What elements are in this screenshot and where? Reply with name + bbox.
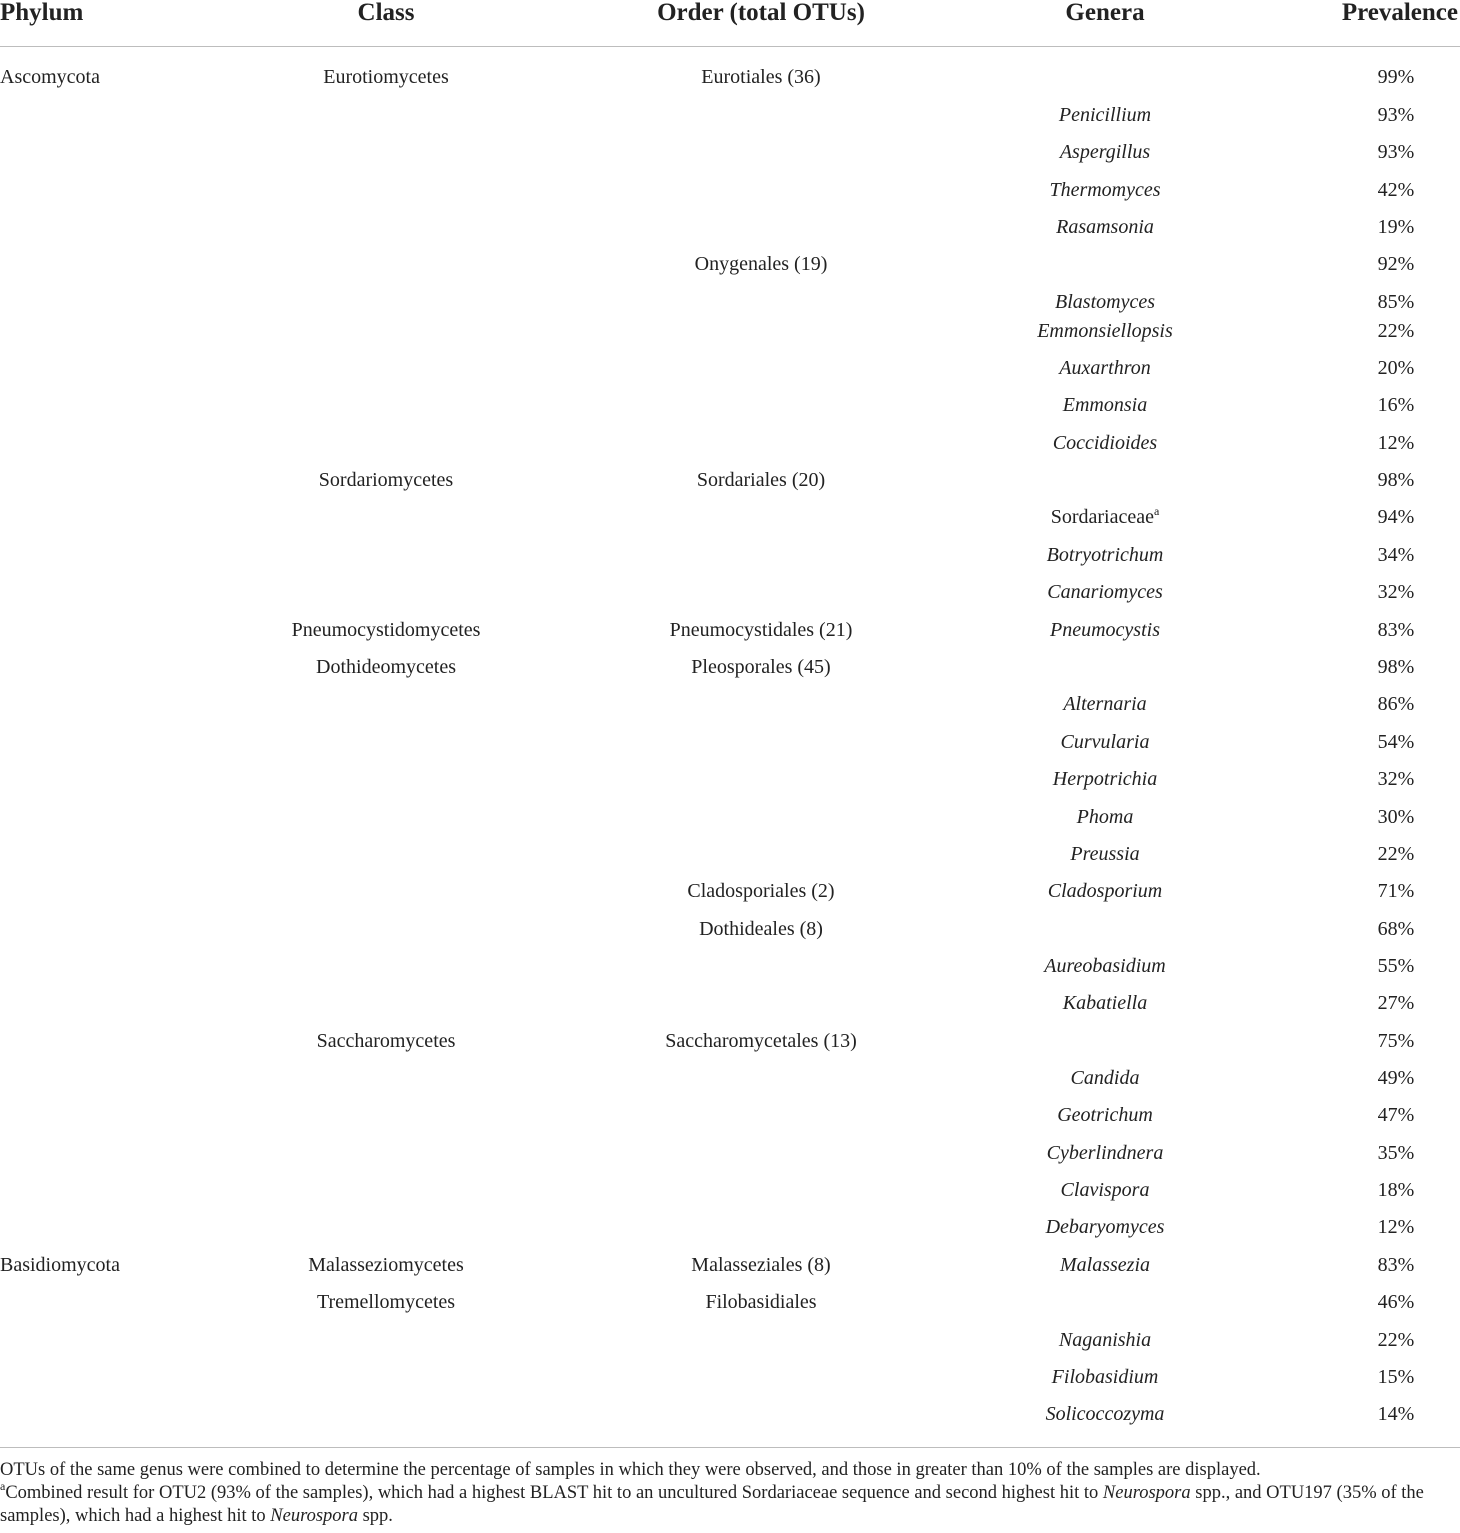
- cell-prevalence-text: 12%: [1377, 1216, 1415, 1238]
- cell-prevalence: [1378, 1029, 1415, 1053]
- header-phylum: Phylum: [0, 0, 84, 26]
- cell-genus: [1047, 543, 1164, 567]
- cell-order: [705, 1290, 816, 1314]
- footnote-a-text-1: Combined result for OTU2 (93% of the samples), which had a highest BLAST hit to an uncultured Sordariaceae sequence and second highest hit to: [5, 1483, 1103, 1503]
- cell-genus: [1060, 140, 1150, 164]
- cell-prevalence-text: 85%: [1377, 291, 1415, 313]
- cell-prevalence: [1378, 1066, 1415, 1090]
- cell-order-text: Filobasidiales: [705, 1291, 817, 1313]
- cell-prevalence: [1378, 1253, 1415, 1277]
- cell-prevalence: [1378, 103, 1415, 127]
- genus-footnote-marker: a: [1153, 504, 1160, 518]
- cell-prevalence: [1378, 1141, 1415, 1165]
- cell-prevalence: [1378, 618, 1415, 642]
- cell-prevalence: [1378, 1178, 1415, 1202]
- cell-class: [317, 1290, 455, 1314]
- cell-order-text: Onygenales (19): [694, 253, 828, 275]
- cell-order-text: Sordariales (20): [696, 469, 826, 491]
- cell-genus: [1059, 1328, 1151, 1352]
- cell-genus-text: Cyberlindnera: [1046, 1142, 1164, 1164]
- cell-prevalence-text: 14%: [1377, 1403, 1415, 1425]
- cell-class: [323, 65, 449, 89]
- cell-prevalence: [1378, 580, 1415, 604]
- cell-genus-text: Botryotrichum: [1046, 544, 1164, 566]
- cell-order-text: Eurotiales (36): [701, 66, 821, 88]
- cell-genus-text: Curvularia: [1060, 731, 1150, 753]
- cell-order: [697, 468, 825, 492]
- cell-genus: [1044, 954, 1165, 978]
- cell-prevalence-text: 30%: [1377, 806, 1415, 828]
- cell-genus-text: Naganishia: [1058, 1329, 1152, 1351]
- cell-prevalence-text: 18%: [1377, 1179, 1415, 1201]
- cell-genus-text: Coccidioides: [1052, 432, 1158, 454]
- header-class: Class: [357, 0, 415, 26]
- header-rule: [0, 46, 1460, 47]
- cell-genus: [1046, 1215, 1165, 1239]
- cell-genus: [1063, 393, 1147, 417]
- cell-order: [687, 879, 834, 903]
- cell-genus-text: Candida: [1070, 1067, 1140, 1089]
- cell-phylum: [0, 65, 100, 89]
- cell-genus: [1046, 1402, 1165, 1426]
- cell-order-text: Pneumocystidales (21): [669, 619, 853, 641]
- cell-prevalence: [1378, 65, 1415, 89]
- cell-order-text: Dothideales (8): [699, 918, 823, 940]
- cell-prevalence-text: 16%: [1377, 394, 1415, 416]
- cell-prevalence: [1378, 1215, 1415, 1239]
- cell-prevalence: [1378, 252, 1415, 276]
- cell-prevalence-text: 19%: [1377, 216, 1415, 238]
- cell-prevalence-text: 49%: [1377, 1067, 1415, 1089]
- cell-prevalence-text: 75%: [1377, 1030, 1415, 1052]
- cell-prevalence: [1378, 431, 1415, 455]
- cell-order-text: Cladosporiales (2): [687, 880, 835, 902]
- cell-order-text: Pleosporales (45): [691, 656, 831, 678]
- cell-prevalence: [1378, 290, 1415, 314]
- cell-order: [691, 1253, 830, 1277]
- cell-class: [308, 1253, 464, 1277]
- cell-genus: [1056, 215, 1154, 239]
- cell-genus-text: Sordariaceae: [1050, 506, 1154, 528]
- cell-genus: [1049, 178, 1160, 202]
- cell-genus-text: Phoma: [1076, 806, 1134, 828]
- cell-prevalence-text: 86%: [1377, 693, 1415, 715]
- cell-genus-text: Debaryomyces: [1045, 1216, 1165, 1238]
- cell-order-text: Saccharomycetales (13): [665, 1030, 857, 1052]
- cell-class-text: Eurotiomycetes: [323, 66, 449, 88]
- cell-prevalence-text: 68%: [1377, 918, 1415, 940]
- cell-genus-text: Canariomyces: [1047, 581, 1163, 603]
- footnote-a: [0, 1479, 1458, 1528]
- cell-prevalence-text: 71%: [1377, 880, 1415, 902]
- cell-genus-text: Thermomyces: [1049, 179, 1161, 201]
- cell-prevalence: [1378, 730, 1415, 754]
- cell-prevalence: [1378, 917, 1415, 941]
- cell-order: [665, 1029, 857, 1053]
- cell-genus-text: Aspergillus: [1059, 141, 1151, 163]
- cell-prevalence-text: 54%: [1377, 731, 1415, 753]
- cell-prevalence: [1378, 767, 1415, 791]
- cell-prevalence-text: 47%: [1377, 1104, 1415, 1126]
- cell-genus-text: Alternaria: [1063, 693, 1147, 715]
- footnote-a-marker: a: [0, 1479, 6, 1493]
- cell-prevalence: [1378, 1328, 1415, 1352]
- cell-genus-text: Auxarthron: [1059, 357, 1151, 379]
- cell-prevalence-text: 34%: [1377, 544, 1415, 566]
- cell-class: [319, 468, 453, 492]
- cell-prevalence: [1378, 842, 1415, 866]
- cell-genus: [1063, 692, 1146, 716]
- cell-class-text: Tremellomycetes: [316, 1291, 456, 1313]
- footer-rule: [0, 1447, 1460, 1448]
- cell-phylum: [0, 1253, 120, 1277]
- cell-prevalence-text: 22%: [1377, 320, 1415, 342]
- header-prevalence: Prevalence: [1341, 0, 1458, 26]
- cell-class-text: Sordariomycetes: [318, 469, 454, 491]
- cell-prevalence-text: 20%: [1377, 357, 1415, 379]
- cell-genus: [1077, 805, 1134, 829]
- cell-genus: [1053, 767, 1157, 791]
- cell-genus-text: Emmonsia: [1062, 394, 1148, 416]
- cell-phylum-text: Basidiomycota: [0, 1254, 120, 1276]
- cell-prevalence-text: 94%: [1377, 506, 1415, 528]
- cell-genus-text: Kabatiella: [1062, 992, 1148, 1014]
- cell-prevalence-text: 98%: [1377, 656, 1415, 678]
- cell-genus: [1060, 1253, 1150, 1277]
- footnote-a-text-2: spp., and OTU197 (35% of the samples), which had a highest hit to: [0, 1483, 1424, 1526]
- cell-prevalence-text: 92%: [1377, 253, 1415, 275]
- cell-genus: [1052, 1365, 1159, 1389]
- cell-genus: [1057, 1103, 1153, 1127]
- cell-genus-text: Geotrichum: [1057, 1104, 1153, 1126]
- cell-prevalence: [1378, 1365, 1415, 1389]
- cell-order: [695, 252, 828, 276]
- cell-class: [317, 1029, 456, 1053]
- cell-genus: [1050, 618, 1160, 642]
- cell-genus: [1061, 730, 1150, 754]
- cell-genus-text: Aureobasidium: [1044, 955, 1166, 977]
- footnote-a-genus-1: Neurospora: [1102, 1483, 1191, 1503]
- cell-genus-text: Blastomyces: [1055, 291, 1155, 313]
- header-order: Order (total OTUs): [657, 0, 865, 26]
- cell-genus-text: Herpotrichia: [1052, 768, 1158, 790]
- cell-phylum-text: Ascomycota: [0, 66, 100, 88]
- cell-order: [670, 618, 853, 642]
- cell-genus: [1055, 290, 1155, 314]
- cell-genus-text: Emmonsiellopsis: [1037, 320, 1173, 342]
- cell-prevalence-text: 93%: [1377, 104, 1415, 126]
- cell-genus-text: Preussia: [1070, 843, 1140, 865]
- cell-class-text: Dothideomycetes: [316, 656, 456, 678]
- cell-prevalence-text: 27%: [1377, 992, 1415, 1014]
- header-genera: Genera: [1065, 0, 1145, 26]
- cell-prevalence-text: 15%: [1377, 1366, 1415, 1388]
- cell-prevalence-text: 32%: [1377, 768, 1415, 790]
- cell-prevalence: [1378, 1402, 1415, 1426]
- cell-prevalence-text: 98%: [1377, 469, 1415, 491]
- cell-genus: [1051, 505, 1160, 529]
- cell-class: [316, 655, 456, 679]
- cell-prevalence: [1378, 178, 1415, 202]
- cell-class-text: Pneumocystidomycetes: [291, 619, 481, 641]
- cell-genus: [1047, 580, 1163, 604]
- cell-prevalence-text: 22%: [1377, 843, 1415, 865]
- cell-prevalence-text: 93%: [1377, 141, 1415, 163]
- cell-prevalence: [1378, 1290, 1415, 1314]
- cell-prevalence: [1378, 991, 1415, 1015]
- cell-prevalence-text: 99%: [1377, 66, 1415, 88]
- cell-prevalence: [1378, 356, 1415, 380]
- cell-genus-text: Rasamsonia: [1056, 216, 1154, 238]
- cell-prevalence-text: 83%: [1377, 619, 1415, 641]
- cell-prevalence: [1378, 954, 1415, 978]
- cell-prevalence-text: 42%: [1377, 179, 1415, 201]
- cell-order: [699, 917, 823, 941]
- cell-prevalence: [1378, 319, 1415, 343]
- cell-prevalence-text: 22%: [1377, 1329, 1415, 1351]
- cell-genus-text: Clavispora: [1060, 1179, 1150, 1201]
- cell-genus-text: Filobasidium: [1051, 1366, 1159, 1388]
- cell-prevalence: [1378, 1103, 1415, 1127]
- cell-genus: [1063, 991, 1147, 1015]
- cell-genus-text: Pneumocystis: [1050, 619, 1160, 641]
- cell-genus: [1053, 431, 1157, 455]
- cell-genus: [1070, 842, 1139, 866]
- cell-prevalence: [1378, 692, 1415, 716]
- cell-class-text: Saccharomycetes: [316, 1030, 456, 1052]
- cell-prevalence: [1378, 879, 1415, 903]
- cell-genus-text: Penicillium: [1058, 104, 1152, 126]
- cell-prevalence: [1378, 140, 1415, 164]
- cell-class: [292, 618, 481, 642]
- cell-class-text: Malasseziomycetes: [308, 1254, 464, 1276]
- cell-prevalence: [1378, 543, 1415, 567]
- cell-prevalence: [1378, 655, 1415, 679]
- cell-prevalence-text: 83%: [1377, 1254, 1415, 1276]
- cell-prevalence: [1378, 393, 1415, 417]
- cell-genus: [1059, 103, 1151, 127]
- cell-prevalence: [1378, 468, 1415, 492]
- cell-genus: [1048, 879, 1162, 903]
- cell-genus: [1037, 319, 1173, 343]
- footnote-general: OTUs of the same genus were combined to determine the percentage of samples in which they were observed, and those in greater than 10% of the samples are displayed.: [0, 1460, 1261, 1480]
- cell-prevalence: [1378, 805, 1415, 829]
- cell-order-text: Malasseziales (8): [691, 1254, 831, 1276]
- cell-genus-text: Malassezia: [1060, 1254, 1150, 1276]
- cell-prevalence: [1378, 215, 1415, 239]
- cell-prevalence-text: 32%: [1377, 581, 1415, 603]
- cell-genus-text: Cladosporium: [1047, 880, 1163, 902]
- cell-prevalence: [1378, 505, 1415, 529]
- cell-prevalence-text: 46%: [1377, 1291, 1415, 1313]
- cell-prevalence-text: 55%: [1377, 955, 1415, 977]
- cell-genus: [1047, 1141, 1164, 1165]
- cell-genus: [1059, 356, 1150, 380]
- cell-order: [701, 65, 820, 89]
- cell-genus: [1071, 1066, 1140, 1090]
- cell-genus: [1061, 1178, 1150, 1202]
- cell-genus-text: Solicoccozyma: [1045, 1403, 1165, 1425]
- footnote-a-genus-2: Neurospora: [270, 1506, 358, 1526]
- footnote-a-text-3: spp.: [357, 1506, 393, 1526]
- cell-prevalence-text: 12%: [1377, 432, 1415, 454]
- cell-prevalence-text: 35%: [1377, 1142, 1415, 1164]
- cell-order: [691, 655, 830, 679]
